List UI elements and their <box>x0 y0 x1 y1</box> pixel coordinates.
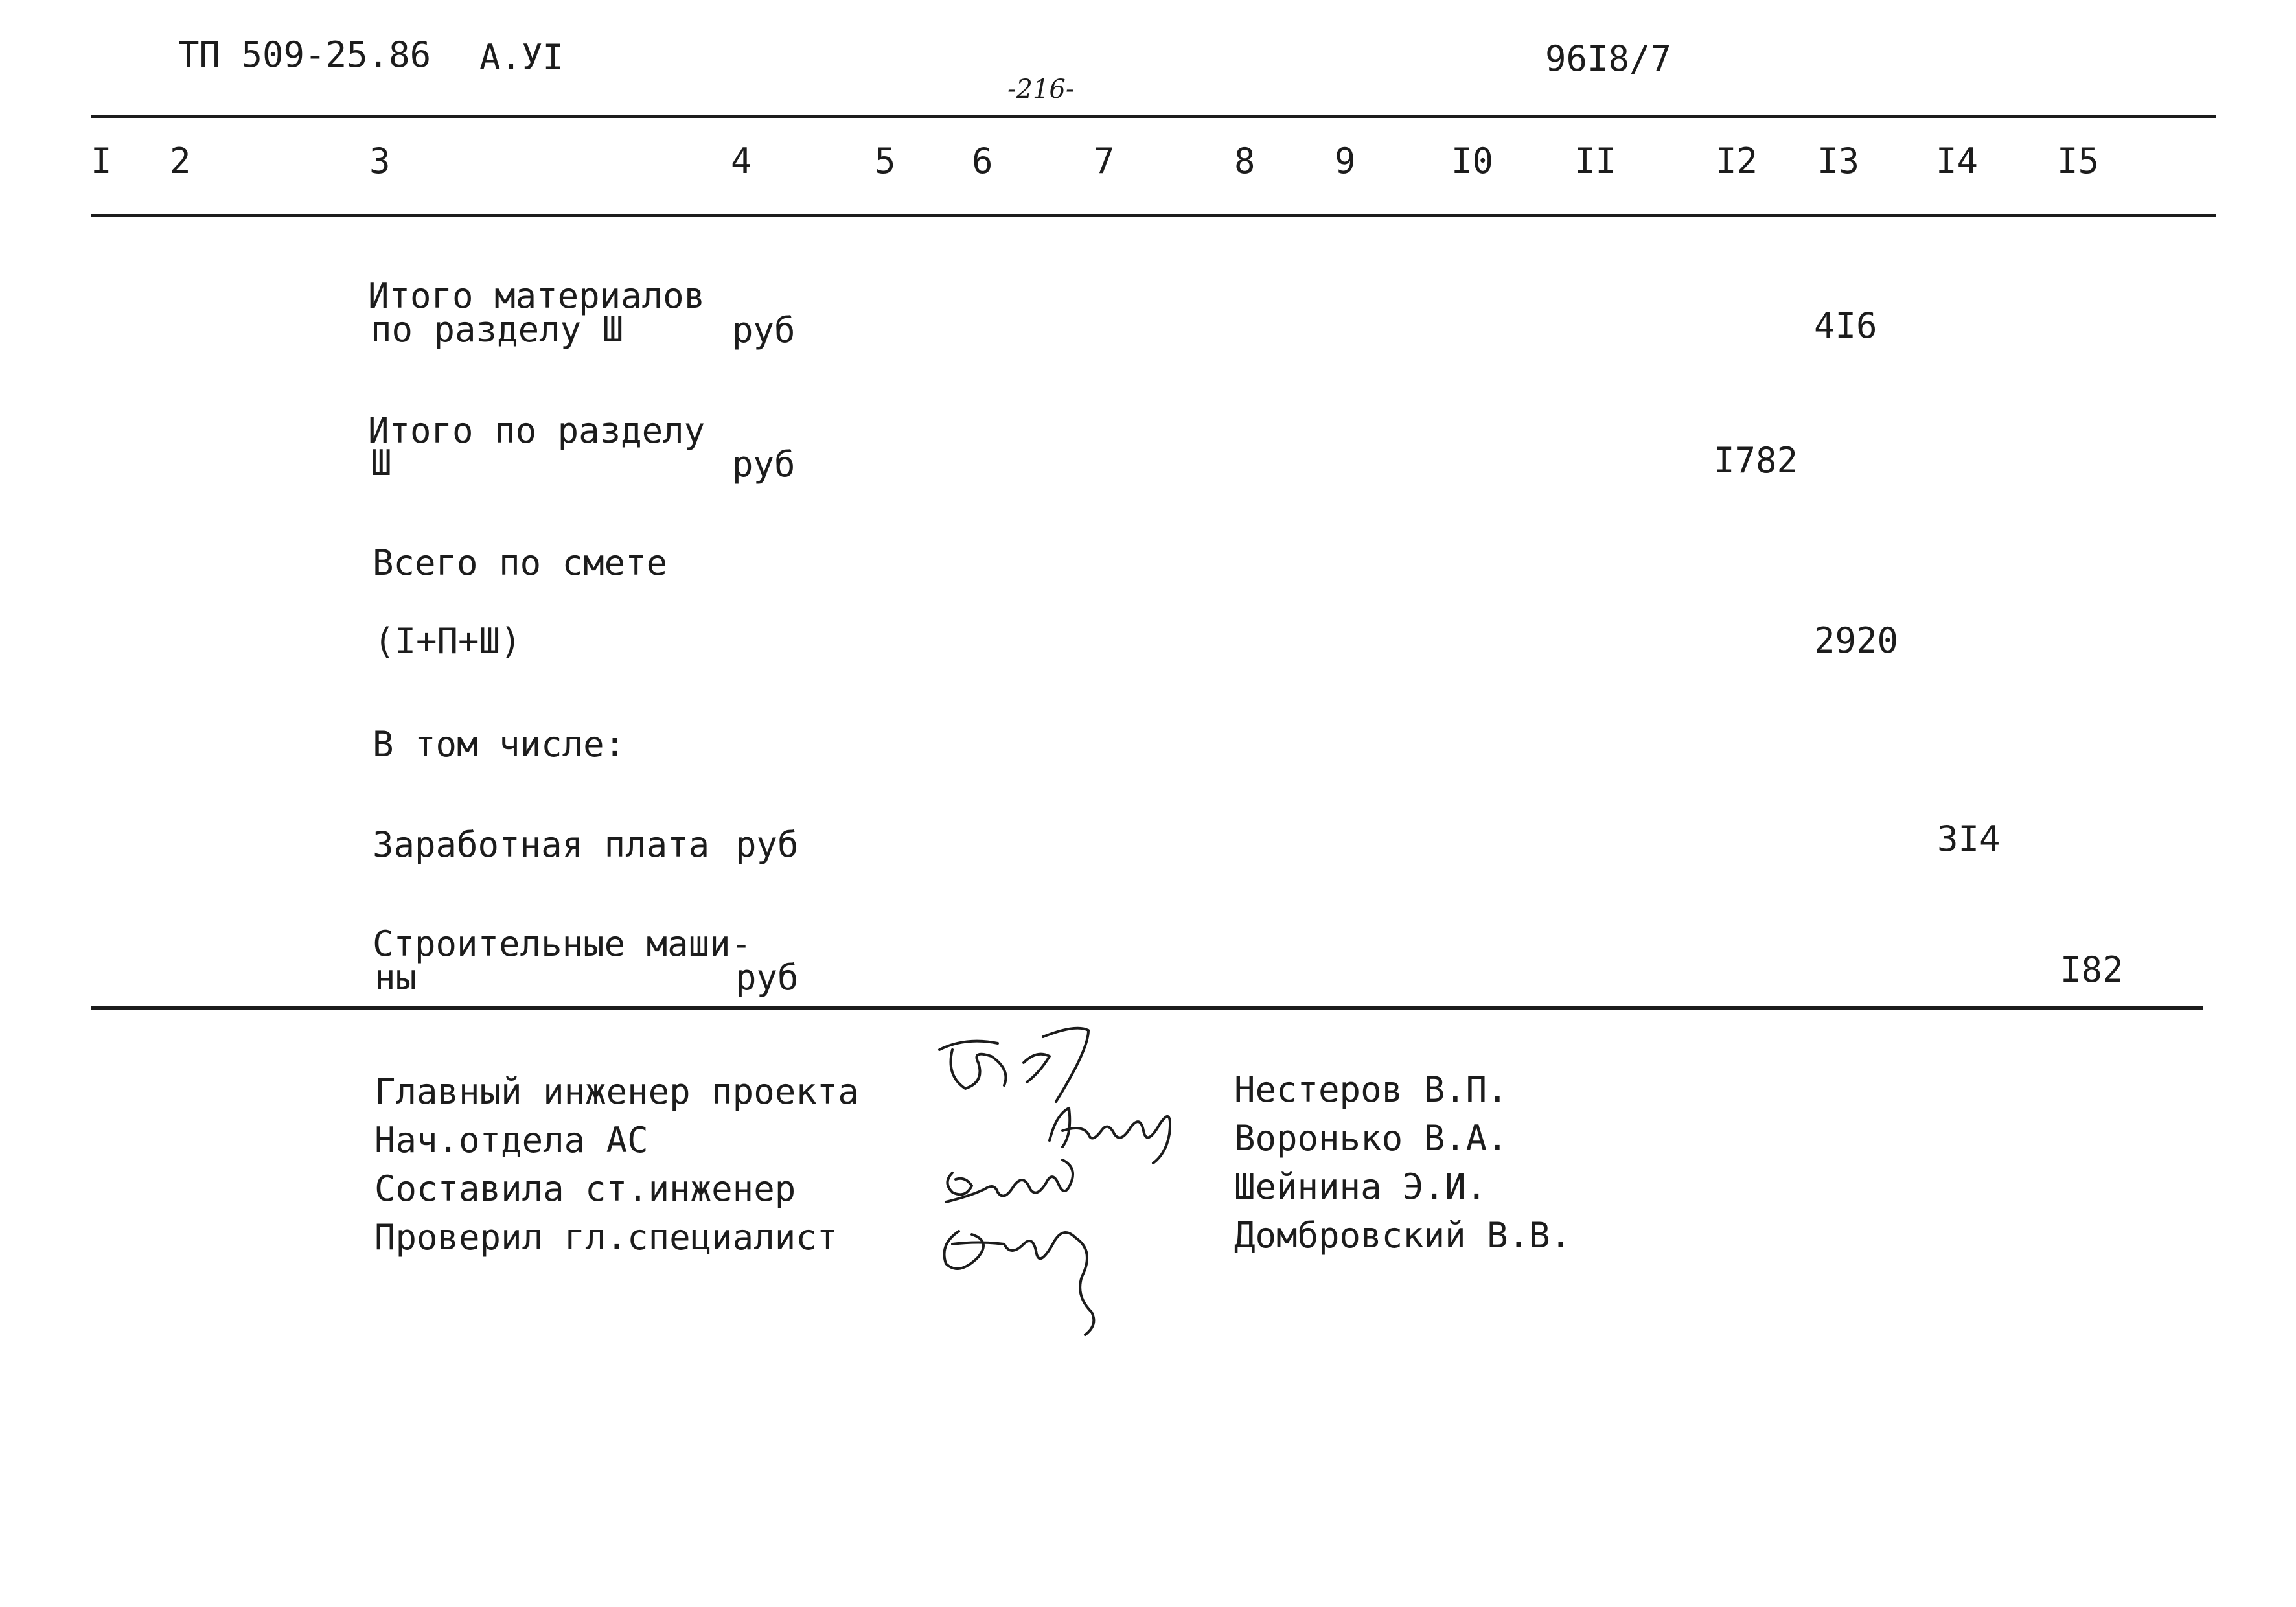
column-header: 6 <box>972 141 993 181</box>
column-header: I0 <box>1451 141 1494 181</box>
row-label: по разделу Ш <box>371 309 624 350</box>
column-header: 7 <box>1094 141 1115 181</box>
sheet-number: 96I8/7 <box>1545 38 1672 79</box>
signatory-name: Воронько В.А. <box>1234 1118 1508 1159</box>
row-label: ны <box>374 957 417 998</box>
row-label: Итого материалов <box>368 275 706 316</box>
column-header: 3 <box>369 141 391 181</box>
column-header: 4 <box>731 141 752 181</box>
album-code: А.УI <box>479 37 564 78</box>
column-header: 8 <box>1234 141 1256 181</box>
signatory-role: Нач.отдела АС <box>374 1120 649 1161</box>
row-value: 3I4 <box>1937 818 2001 859</box>
row-label: (I+П+Ш) <box>374 621 522 662</box>
row-label: Заработная плата <box>373 824 710 865</box>
signatory-role: Проверил гл.специалист <box>374 1217 838 1258</box>
column-header: I <box>91 141 112 181</box>
row-value: I82 <box>2060 949 2124 990</box>
header-bottom-rule <box>91 214 2216 217</box>
signatory-role: Главный инженер проекта <box>374 1071 859 1112</box>
row-label: Всего по смете <box>373 542 668 583</box>
row-label: Итого по разделу <box>368 410 706 451</box>
column-header: I5 <box>2057 141 2100 181</box>
row-value: 2920 <box>1814 620 1899 661</box>
row-unit: руб <box>735 824 799 865</box>
row-label: В том числе: <box>373 724 626 765</box>
document-code: ТП 509-25.86 <box>178 34 431 75</box>
column-header: 9 <box>1335 141 1356 181</box>
signatory-name: Шейнина Э.И. <box>1234 1166 1487 1207</box>
signatory-name: Нестеров В.П. <box>1234 1069 1508 1110</box>
row-unit: руб <box>735 957 799 998</box>
row-unit: руб <box>732 444 796 485</box>
header-top-rule <box>91 115 2216 118</box>
signature-4 <box>926 1205 1121 1341</box>
column-header: I2 <box>1716 141 1758 181</box>
row-value: 4I6 <box>1814 305 1877 346</box>
row-value: I782 <box>1714 440 1798 481</box>
table-bottom-rule <box>91 1006 2203 1010</box>
row-unit: руб <box>732 310 796 351</box>
column-header: 2 <box>170 141 191 181</box>
signatory-name: Домбровский В.В. <box>1234 1215 1572 1256</box>
column-header: I4 <box>1936 141 1979 181</box>
column-header: I3 <box>1817 141 1860 181</box>
row-label: Ш <box>371 443 392 483</box>
column-header: II <box>1574 141 1617 181</box>
signatory-role: Составила ст.инженер <box>374 1168 796 1209</box>
page-mark: -216- <box>1007 75 1075 104</box>
row-label: Строительные маши- <box>373 923 752 964</box>
column-header: 5 <box>875 141 896 181</box>
